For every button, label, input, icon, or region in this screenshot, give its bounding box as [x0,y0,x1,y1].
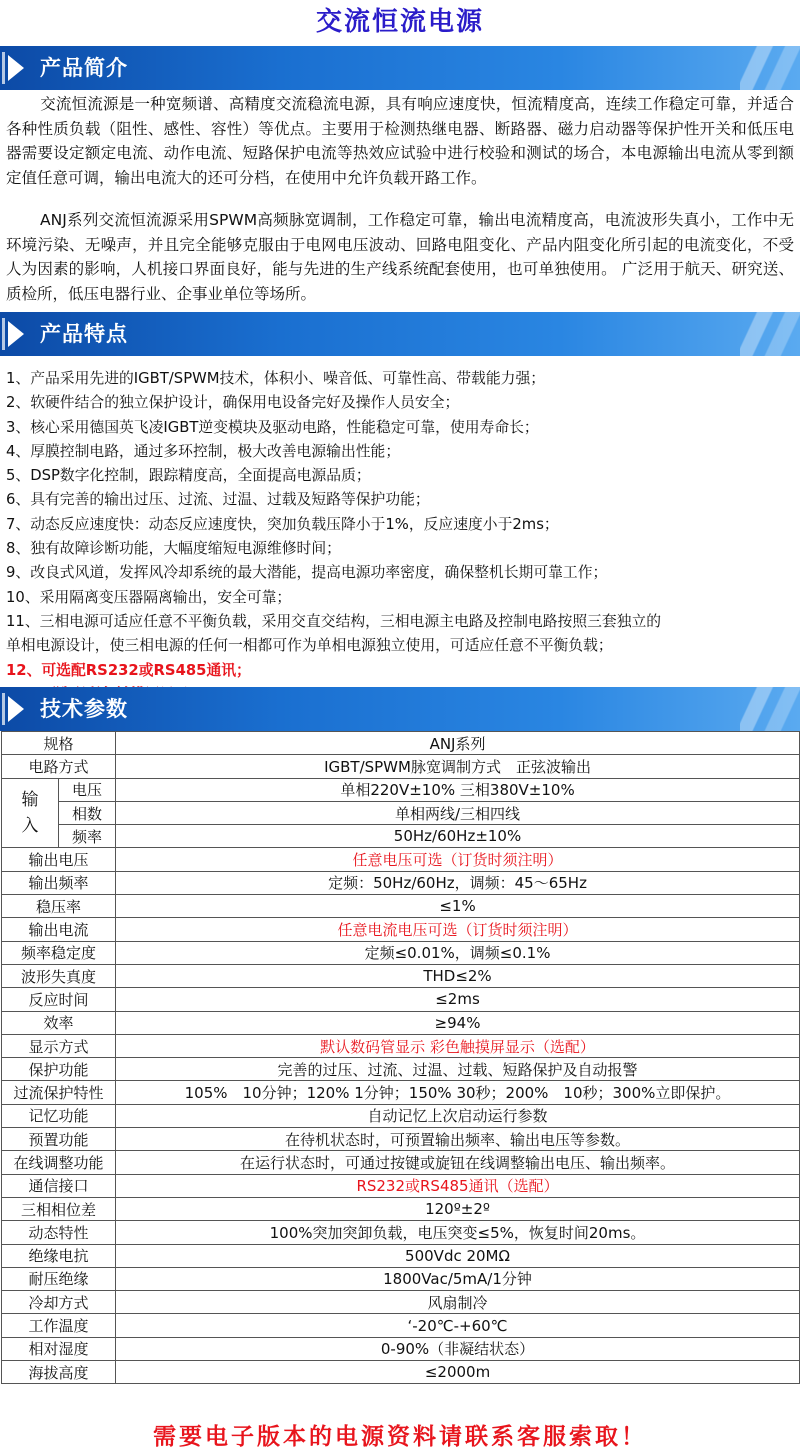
feature-item-optional: 12、可选配RS232或RS485通讯； [6,661,251,679]
spec-value: 定频：50Hz/60Hz，调频：45～65Hz [116,871,800,894]
feature-item: 4、厚膜控制电路，通过多环控制，极大改善电源输出性能； [6,442,401,460]
spec-value: 默认数码管显示 彩色触摸屏显示（选配） [116,1034,800,1057]
table-row [2,1267,800,1290]
spec-label: 波形失真度 [2,964,116,987]
feature-item: 5、DSP数字化控制，跟踪精度高，全面提高电源品质； [6,467,371,485]
page-title: 交流恒流电源 [315,7,484,37]
table-row [2,1058,800,1081]
spec-label: 三相相位差 [2,1197,116,1220]
spec-value: 105% 10分钟；120% 1分钟；150% 30秒；200% 10秒；300%立即保护。 [116,1081,800,1104]
table-row [2,1034,800,1057]
table-row [2,918,800,941]
spec-label: 规格 [2,732,116,755]
table-row [2,1244,800,1267]
table-row [2,778,800,801]
feature-item: 9、改良式风道，发挥风冷却系统的最大潜能，提高电源功率密度，确保整机长期可靠工作； [6,564,608,582]
banner-stripe-decoration [740,46,800,90]
spec-group-input [2,778,59,848]
spec-label: 动态特性 [2,1221,116,1244]
spec-value: ≥94% [116,1011,800,1034]
spec-label: 频率稳定度 [2,941,116,964]
spec-label: 在线调整功能 [2,1151,116,1174]
spec-label: 稳压率 [2,895,116,918]
spec-label: 耐压绝缘 [2,1267,116,1290]
spec-label: 反应时间 [2,988,116,1011]
banner-bar-decoration [2,318,5,350]
table-row [2,871,800,894]
section-banner-features [0,312,800,356]
section-title-specs: 技术参数 [40,697,128,721]
table-row [2,1361,800,1384]
spec-value: 单相220V±10% 三相380V±10% [116,778,800,801]
spec-value: RS232或RS485通讯（选配） [116,1174,800,1197]
feature-item: 7、动态反应速度快：动态反应速度快，突加负载压降小于1%，反应速度小于2ms； [6,515,559,533]
feature-item: 10、采用隔离变压器隔离输出，安全可靠； [6,588,292,606]
table-row [2,825,800,848]
spec-label: 电压 [59,778,116,801]
intro-text-1: 交流恒流源是一种宽频谱、高精度交流稳流电源，具有响应速度快，恒流精度高，连续工作稳定可靠，并适合各种性质负载（阻性、感性、容性）等优点。主要用于检测热继电器、断路器、磁力启动器等保护性开关和低压电器需要设定额定电流、动作电流、短路保护电流等热效应试验中进行校验和测试的场合，本电源输出电流从零到额定值任意可调，输出电流大的还可分档，在使用中允许负载开路工作。 [6,95,794,187]
spec-value: 自动记忆上次启动运行参数 [116,1104,800,1127]
table-row [2,801,800,824]
spec-label: 相对湿度 [2,1337,116,1360]
table-row [2,988,800,1011]
spec-value: 在运行状态时，可通过按键或旋钮在线调整输出电压、输出频率。 [116,1151,800,1174]
feature-list [6,367,796,707]
spec-value: IGBT/SPWM脉宽调制方式 正弦波输出 [116,755,800,778]
spec-value: 1800Vac/5mA/1分钟 [116,1267,800,1290]
table-row [2,941,800,964]
banner-stripe-decoration [740,312,800,356]
feature-item: 1、产品采用先进的IGBT/SPWM技术，体积小、噪音低、可靠性高、带载能力强； [6,370,546,387]
table-row [2,1081,800,1104]
spec-label: 通信接口 [2,1174,116,1197]
spec-value: 定频≤0.01%，调频≤0.1% [116,941,800,964]
spec-label: 绝缘电抗 [2,1244,116,1267]
chevron-right-icon [8,321,24,347]
spec-label: 频率 [59,825,116,848]
spec-value: ≤2ms [116,988,800,1011]
spec-label: 冷却方式 [2,1291,116,1314]
spec-label: 输出电压 [2,848,116,871]
feature-item: 单相电源设计，使三相电源的任何一相都可作为单相电源独立使用，可适应任意不平衡负载； [6,637,613,655]
feature-item: 6、具有完善的输出过压、过流、过温、过载及短路等保护功能； [6,491,430,509]
table-row [2,732,800,755]
banner-bar-decoration [2,693,5,725]
table-row [2,1337,800,1360]
spec-label: 相数 [59,801,116,824]
feature-item: 11、三相电源可适应任意不平衡负载，采用交直交结构，三相电源主电路及控制电路按照三套独立的 [6,612,662,630]
spec-value: ≤1% [116,895,800,918]
contact-footer: 需要电子版本的电源资料请联系客服索取！ [153,1423,647,1450]
spec-value: ≤2000m [116,1361,800,1384]
spec-value: 风扇制冷 [116,1291,800,1314]
spec-value: 120º±2º [116,1197,800,1220]
table-row [2,1151,800,1174]
spec-label: 记忆功能 [2,1104,116,1127]
table-row [2,1291,800,1314]
table-row [2,1174,800,1197]
spec-value: 100%突加突卸负载，电压突变≤5%，恢复时间20ms。 [116,1221,800,1244]
spec-label: 保护功能 [2,1058,116,1081]
section-banner-intro [0,46,800,90]
spec-label: 电路方式 [2,755,116,778]
banner-bar-decoration [2,52,5,84]
spec-value: 单相两线/三相四线 [116,801,800,824]
chevron-right-icon [8,696,24,722]
table-row [2,1197,800,1220]
spec-value: 在待机状态时，可预置输出频率、输出电压等参数。 [116,1128,800,1151]
section-banner-specs [0,687,800,731]
intro-paragraph-2 [6,208,794,306]
spec-label: 效率 [2,1011,116,1034]
spec-table [1,731,800,1384]
spec-value: 50Hz/60Hz±10% [116,825,800,848]
intro-paragraph-1 [6,92,794,190]
feature-item: 2、软硬件结合的独立保护设计，确保用电设备完好及操作人员安全； [6,394,460,412]
spec-label: 过流保护特性 [2,1081,116,1104]
table-row [2,964,800,987]
spec-label: 输出电流 [2,918,116,941]
spec-value: THD≤2% [116,964,800,987]
feature-item: 8、独有故障诊断功能，大幅度缩短电源维修时间； [6,540,341,558]
table-row [2,1011,800,1034]
spec-value: 任意电流电压可选（订货时须注明） [116,918,800,941]
section-title-intro: 产品简介 [40,56,128,80]
spec-value: ‘-20℃-+60℃ [116,1314,800,1337]
spec-value: 0-90%（非凝结状态） [116,1337,800,1360]
spec-value: ANJ系列 [116,732,800,755]
input-group-label: 输入 [21,789,39,836]
table-row [2,755,800,778]
banner-stripe-decoration [740,687,800,731]
spec-label: 工作温度 [2,1314,116,1337]
feature-item: 3、核心采用德国英飞凌IGBT逆变模块及驱动电路，性能稳定可靠，使用寿命长； [6,418,539,436]
section-title-features: 产品特点 [40,322,128,346]
table-row [2,1314,800,1337]
spec-value: 任意电压可选（订货时须注明） [116,848,800,871]
spec-value: 完善的过压、过流、过温、过载、短路保护及自动报警 [116,1058,800,1081]
table-row [2,848,800,871]
table-row [2,1128,800,1151]
intro-text-2: ANJ系列交流恒流源采用SPWM高频脉宽调制，工作稳定可靠，输出电流精度高，电流波形失真小，工作中无环境污染、无噪声，并且完全能够克服由于电网电压波动、回路电阻变化、产品内阻变化所引起的电流变化，不受人为因素的影响，人机接口界面良好，能与先进的生产线系统配套使用，也可单独使用。 广泛用于航天、研究送、质检所，低压电器行业、企事业单位等场所。 [6,211,794,303]
table-row [2,1221,800,1244]
spec-value: 500Vdc 20MΩ [116,1244,800,1267]
table-row [2,1104,800,1127]
spec-label: 海拔高度 [2,1361,116,1384]
spec-label: 显示方式 [2,1034,116,1057]
spec-label: 预置功能 [2,1128,116,1151]
spec-label: 输出频率 [2,871,116,894]
table-row [2,895,800,918]
chevron-right-icon [8,55,24,81]
